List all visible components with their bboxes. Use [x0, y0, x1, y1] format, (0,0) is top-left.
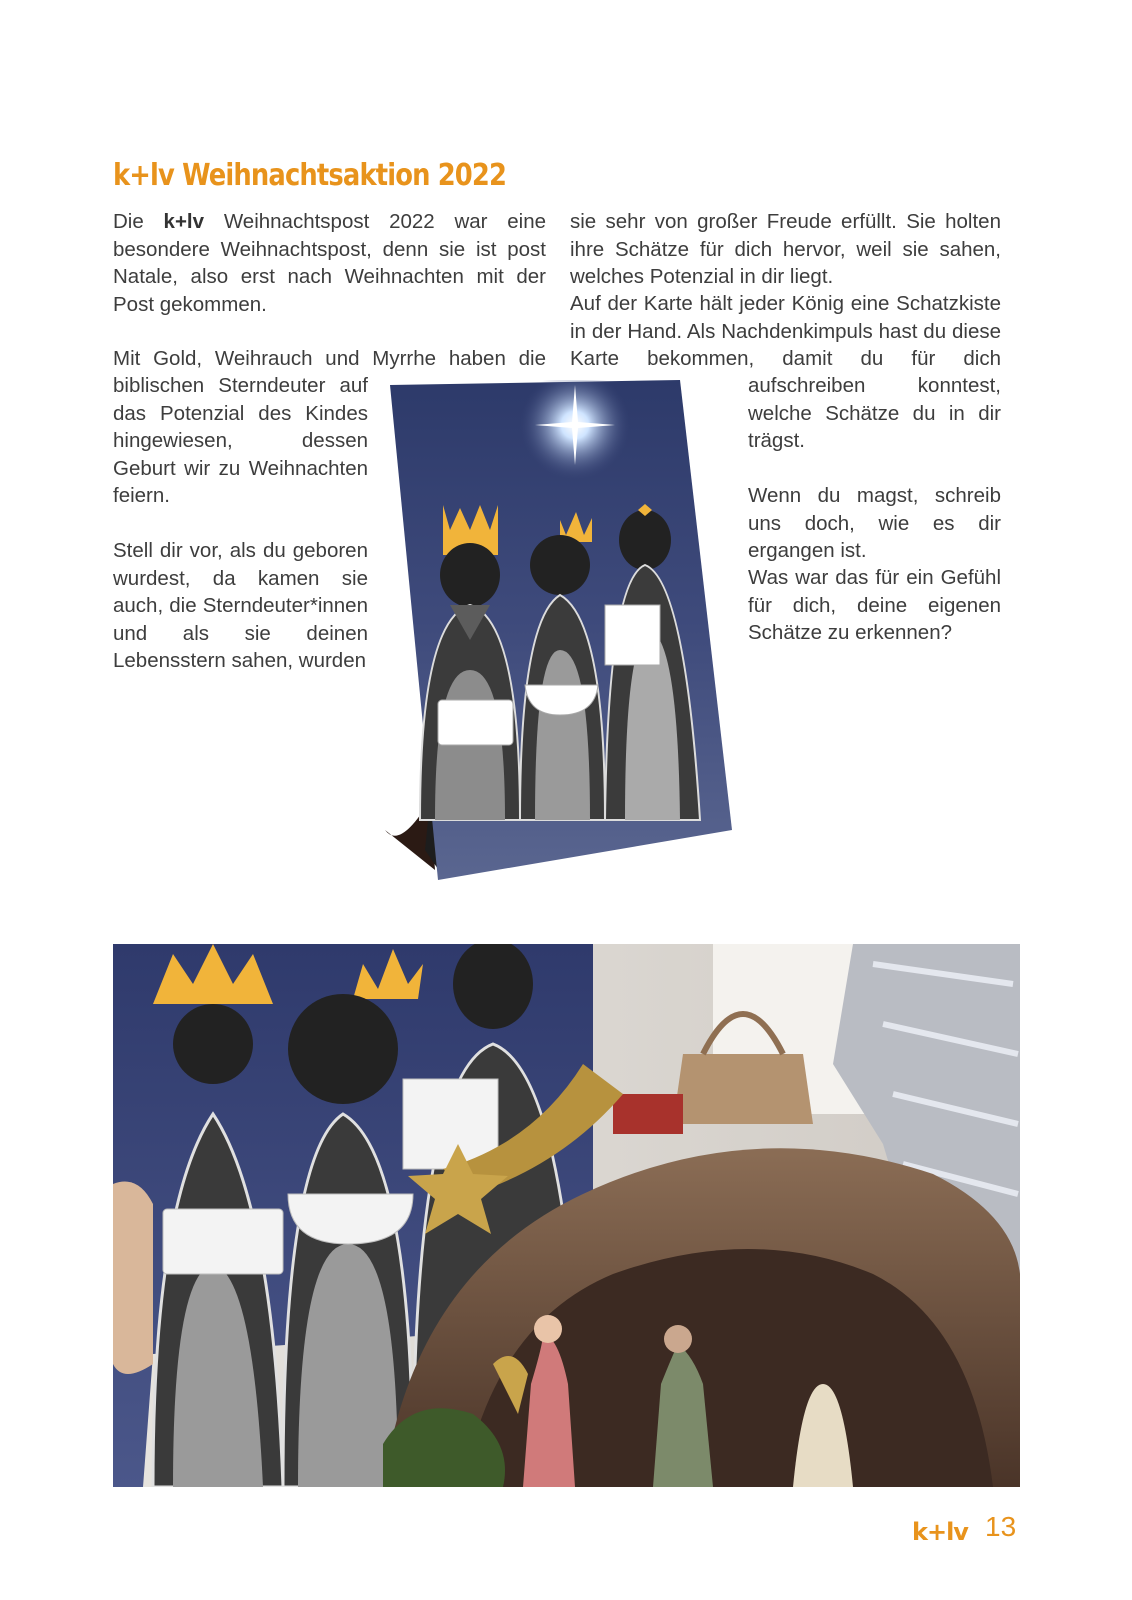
brand-name: k+lv [163, 210, 205, 233]
left-paragraph-1 [113, 208, 546, 318]
right-paragraph-2-wide: Auf der Karte hält jeder König eine Schatzkiste in der Hand. Als Nachdenkimpuls hast du diese Karte bekommen, damit du für dich [570, 292, 1001, 370]
left-paragraph-2-wide: Mit Gold, Weihrauch und Myrrhe haben die [113, 347, 546, 370]
footer-logo: k+lv [912, 1518, 968, 1546]
intro-text: Weihnachtspost 2022 war eine besondere Weihnachtspost, denn sie ist post Natale, also erst nach Weihnachten mit der Post gekommen. [113, 210, 547, 316]
intro-word: Die [113, 210, 144, 233]
right-paragraph-1: sie sehr von großer Freude erfüllt. Sie holten ihre Schätze für dich hervor, weil sie sahen, welches Potenzial in dir liegt. [570, 210, 1001, 288]
page-title: k+lv Weihnachtsaktion 2022 [113, 158, 507, 193]
christmas-card-image [380, 380, 740, 890]
left-paragraph-3: Stell dir vor, als du geboren wurdest, da kamen sie auch, die Sterndeuter*innen und als sie deinen Lebensstern sahen, wurden [113, 539, 368, 672]
nativity-scene-photo [113, 944, 1020, 1487]
page-number: 13 [985, 1511, 1017, 1542]
right-paragraph-4: Was war das für ein Gefühl für dich, deine eigenen Schätze zu erkennen? [748, 566, 1001, 644]
right-paragraph-3: Wenn du magst, schreib uns doch, wie es dir ergangen ist. [748, 484, 1001, 562]
right-paragraph-2-narrow: aufschreiben konntest, welche Schätze du in dir trägst. [748, 374, 1001, 452]
left-paragraph-2-narrow: biblischen Sterndeuter auf das Potenzial des Kindes hingewiesen, dessen Geburt wir zu Weihnachten feiern. [113, 374, 368, 507]
